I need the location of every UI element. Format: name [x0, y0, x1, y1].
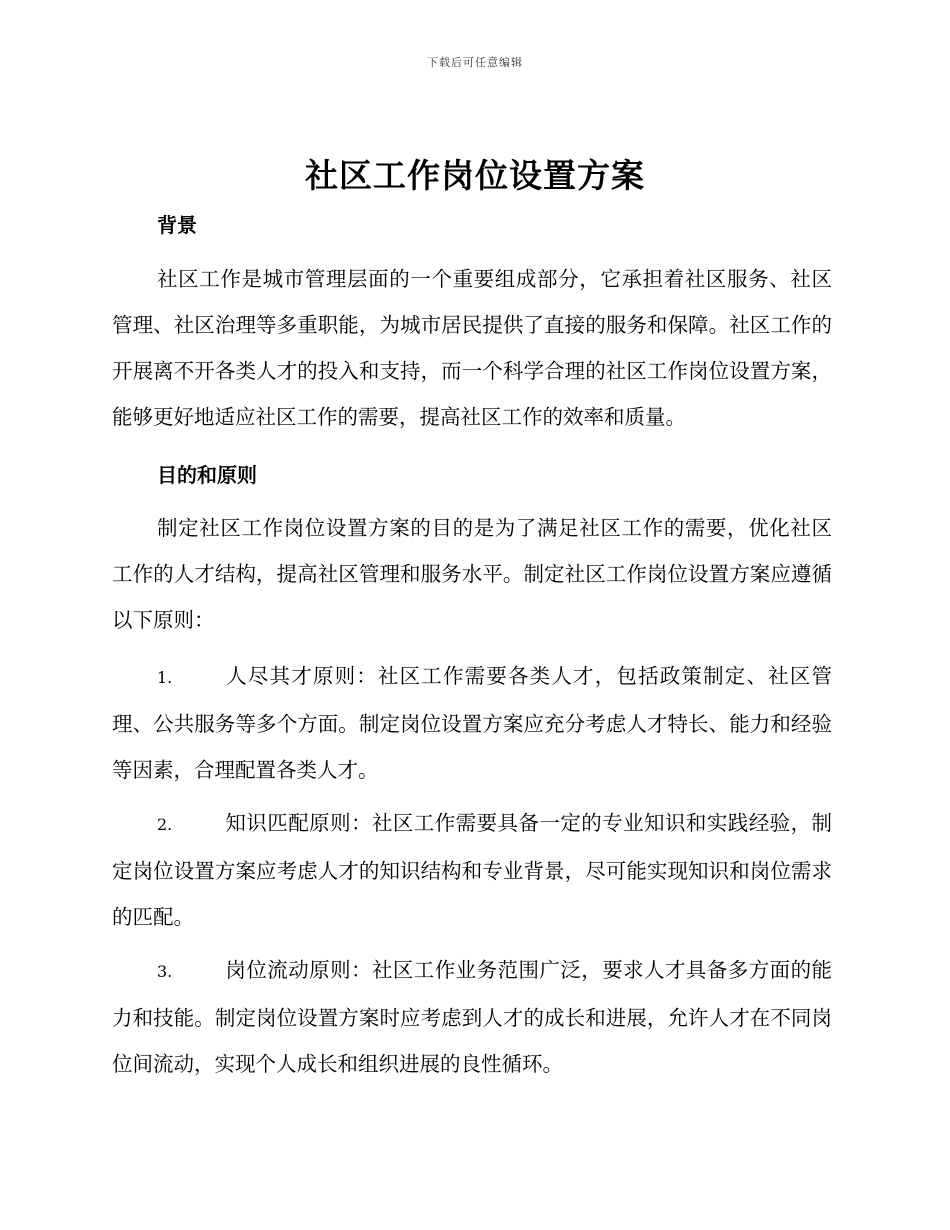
principle-number-3: 3.: [157, 962, 173, 981]
principle-number-1: 1.: [157, 668, 173, 687]
principle-item-2: [112, 800, 832, 940]
principle-text-2: 知识匹配原则：社区工作需要具备一定的专业知识和实践经验，制定岗位设置方案应考虑人才的知识结构和专业背景，尽可能实现知识和岗位需求的匹配。: [112, 811, 832, 929]
principle-number-2: 2.: [157, 815, 173, 834]
paragraph-background: 社区工作是城市管理层面的一个重要组成部分，它承担着社区服务、社区管理、社区治理等多重职能，为城市居民提供了直接的服务和保障。社区工作的开展离不开各类人才的投入和支持，而一个科学合理的社区工作岗位设置方案，能够更好地适应社区工作的需要，提高社区工作的效率和质量。: [112, 267, 832, 429]
section-heading-purpose: 目的和原则: [157, 463, 257, 487]
principle-text-1: 人尽其才原则：社区工作需要各类人才，包括政策制定、社区管理、公共服务等多个方面。制定岗位设置方案应充分考虑人才特长、能力和经验等因素，合理配置各类人才。: [112, 664, 832, 782]
principle-item-1: [112, 653, 832, 793]
document-title: 社区工作岗位设置方案: [305, 156, 645, 195]
principle-item-3: [112, 947, 832, 1087]
header-note: 下载后可任意编辑: [427, 56, 523, 69]
section-heading-background: 背景: [157, 213, 197, 237]
paragraph-purpose: 制定社区工作岗位设置方案的目的是为了满足社区工作的需要，优化社区工作的人才结构，提高社区管理和服务水平。制定社区工作岗位设置方案应遵循以下原则：: [112, 516, 832, 632]
principle-text-3: 岗位流动原则：社区工作业务范围广泛，要求人才具备多方面的能力和技能。制定岗位设置方案时应考虑到人才的成长和进展，允许人才在不同岗位间流动，实现个人成长和组织进展的良性循环。: [112, 958, 832, 1076]
